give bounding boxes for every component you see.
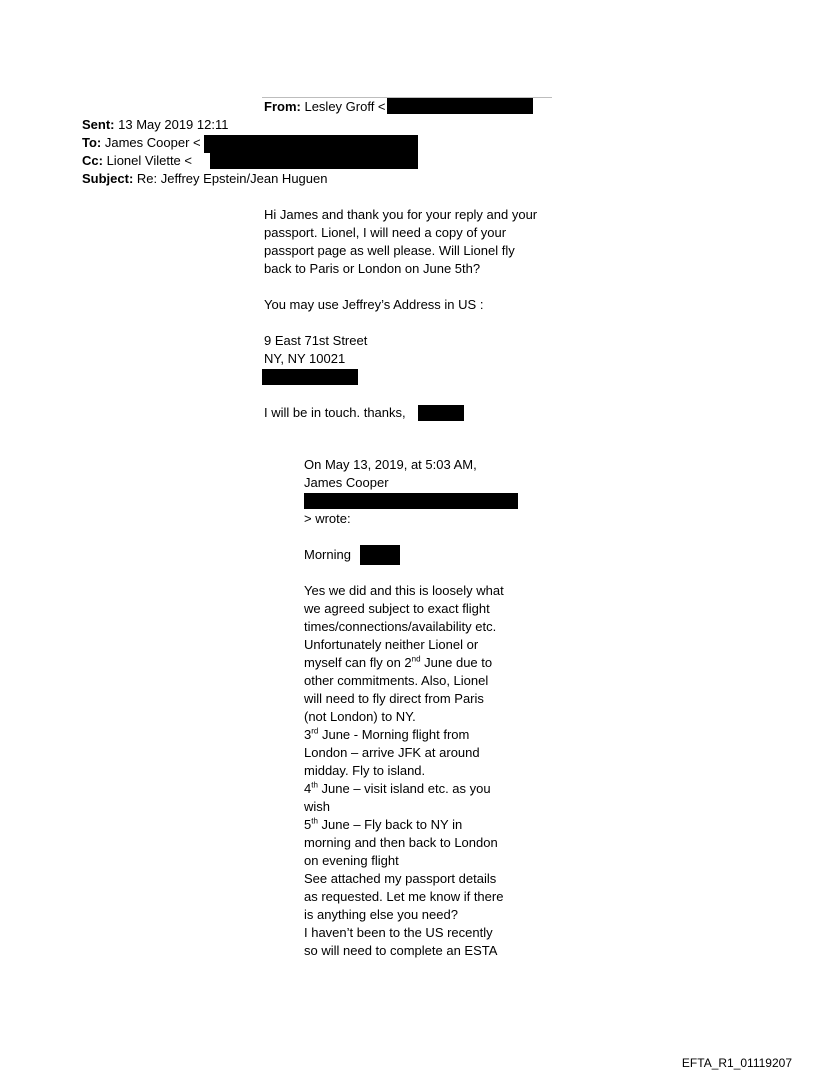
from-label: From: xyxy=(264,99,301,114)
quoted-line: Yes we did and this is loosely what xyxy=(304,583,504,598)
redaction-greeting-name xyxy=(360,545,400,565)
line-text: June – Fly back to NY in xyxy=(317,817,463,832)
reply-paragraph-2: You may use Jeffrey’s Address in US : xyxy=(264,297,484,312)
quoted-line: I haven’t been to the US recently xyxy=(304,925,493,940)
reply-line: Hi James and thank you for your reply and your xyxy=(264,207,538,222)
quoted-line: midday. Fly to island. xyxy=(304,763,426,778)
line-text: myself can fly on 2 xyxy=(304,655,412,670)
quoted-line: will need to fly direct from Paris xyxy=(304,691,484,706)
quoted-intro xyxy=(304,456,477,492)
quoted-line: London – arrive JFK at around xyxy=(304,745,480,760)
line-text: 5 xyxy=(304,817,312,832)
quoted-intro-line: On May 13, 2019, at 5:03 AM, xyxy=(304,457,477,472)
reply-closing: I will be in touch. thanks, xyxy=(264,405,406,420)
line-text: June - Morning flight from xyxy=(318,727,470,742)
redaction-phone xyxy=(262,369,358,385)
from-value: Lesley Groff < xyxy=(304,99,386,114)
redaction-sender-email xyxy=(304,493,518,509)
reply-line: back to Paris or London on June 5th? xyxy=(264,261,481,276)
quoted-line: we agreed subject to exact flight xyxy=(304,601,490,616)
sent-label: Sent: xyxy=(82,117,115,132)
reply-line: passport page as well please. Will Lionel fly xyxy=(264,243,515,258)
quoted-greeting: Morning xyxy=(304,547,351,562)
redaction-signature xyxy=(418,405,464,421)
quoted-line xyxy=(304,726,504,744)
line-text: June – visit island etc. as you xyxy=(317,781,491,796)
quoted-line: so will need to complete an ESTA xyxy=(304,943,498,958)
quoted-line: wish xyxy=(304,799,331,814)
cc-label: Cc: xyxy=(82,153,103,168)
document-id: EFTA_R1_01119207 xyxy=(681,1056,792,1070)
ordinal-suffix: nd xyxy=(411,654,421,664)
from-line xyxy=(264,98,386,116)
redaction-cc-email xyxy=(210,153,418,169)
ordinal-suffix: th xyxy=(311,780,318,790)
quoted-line: morning and then back to London xyxy=(304,835,498,850)
quoted-intro-line: James Cooper xyxy=(304,475,389,490)
line-text: 4 xyxy=(304,781,312,796)
line-text: 3 xyxy=(304,727,312,742)
to-value: James Cooper < xyxy=(104,135,201,150)
quoted-line xyxy=(304,780,504,798)
to-label: To: xyxy=(82,135,102,150)
redaction-from-email xyxy=(387,98,533,114)
cc-line xyxy=(82,152,192,170)
address-line: NY, NY 10021 xyxy=(264,351,346,366)
reply-paragraph-1 xyxy=(264,206,537,278)
quoted-body xyxy=(304,582,504,960)
quoted-line: is anything else you need? xyxy=(304,907,458,922)
quoted-line: See attached my passport details xyxy=(304,871,497,886)
quoted-line: other commitments. Also, Lionel xyxy=(304,673,489,688)
address-block xyxy=(264,332,367,368)
subject-label: Subject: xyxy=(82,171,134,186)
ordinal-suffix: rd xyxy=(311,726,319,736)
quoted-line: Unfortunately neither Lionel or xyxy=(304,637,479,652)
line-text: June due to xyxy=(420,655,493,670)
quoted-line: (not London) to NY. xyxy=(304,709,416,724)
quoted-line: times/connections/availability etc. xyxy=(304,619,497,634)
to-line xyxy=(82,134,201,152)
quoted-line: as requested. Let me know if there xyxy=(304,889,504,904)
quoted-line xyxy=(304,654,504,672)
subject-value: Re: Jeffrey Epstein/Jean Huguen xyxy=(136,171,328,186)
ordinal-suffix: th xyxy=(311,816,318,826)
sent-line xyxy=(82,116,228,134)
redaction-to-email xyxy=(204,135,418,153)
reply-line: passport. Lionel, I will need a copy of your xyxy=(264,225,507,240)
cc-value: Lionel Vilette < xyxy=(106,153,192,168)
sent-value: 13 May 2019 12:11 xyxy=(118,117,229,132)
quoted-line xyxy=(304,816,504,834)
subject-line xyxy=(82,170,327,188)
address-line: 9 East 71st Street xyxy=(264,333,368,348)
quoted-wrote: > wrote: xyxy=(304,511,351,526)
quoted-line: on evening flight xyxy=(304,853,399,868)
